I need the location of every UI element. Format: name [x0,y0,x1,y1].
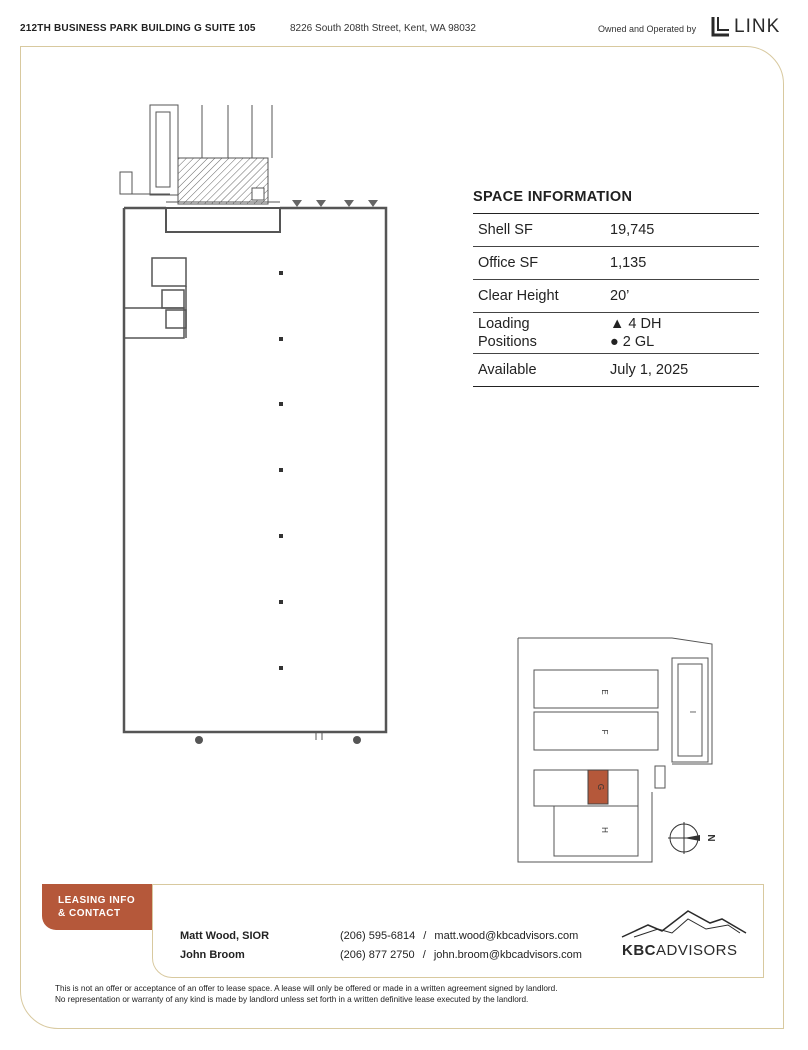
link-brand-text: LINK [734,16,781,37]
disclaimer-line1: This is not an offer or acceptance of an offer to lease space. A lease will only be offered or made in a written agreement signed by landlord. [55,984,558,993]
building-label-e: E [600,689,609,695]
contact-separator: / [422,949,426,961]
row-value: 1,135 [610,255,647,271]
building-label-h: H [600,827,609,833]
row-label: Shell SF [478,222,533,238]
row-label: Available [478,362,537,378]
legal-disclaimer [55,983,755,1005]
contact-separator: / [423,930,427,942]
row-label: Clear Height [478,288,559,304]
kbc-brand-rest: ADVISORS [656,942,738,959]
contact-line [340,927,582,946]
dock-high-count: ▲ 4 DH [610,316,662,332]
space-information-title: SPACE INFORMATION [473,189,759,214]
property-address: 8226 South 208th Street, Kent, WA 98032 [290,23,476,34]
contact-names [180,927,269,965]
floor-plan-drawing [110,100,410,750]
row-clear-height [473,280,759,313]
row-label-line: Loading [478,316,530,332]
row-label-line: Positions [478,334,537,350]
building-label-g: G [596,783,605,791]
kbc-advisors-brand [622,942,738,959]
disclaimer-line2: No representation or warranty of any kind is made by landlord unless set forth in a written definitive lease executed by the landlord. [55,995,529,1004]
row-label: Office SF [478,255,539,271]
contact-phone[interactable]: (206) 595-6814 [340,930,416,942]
contact-name-matt-wood: Matt Wood, SIOR [180,930,270,942]
owned-by-label: Owned and Operated by [598,24,697,34]
north-arrow-icon [668,822,700,854]
building-label-f: F [600,729,609,735]
page-header [0,0,808,46]
row-available [473,354,759,387]
row-value [610,315,759,351]
row-loading-positions [473,313,759,354]
row-shell-sf [473,214,759,247]
leasing-info-tab [42,884,152,930]
space-information-table [473,189,759,387]
contact-details [340,927,582,965]
site-plan-map [512,632,718,872]
contact-name-john-broom: John Broom [180,949,245,961]
leasing-tab-line1: LEASING INFO [58,895,136,906]
row-value: 20’ [610,288,630,304]
leasing-tab-line2: & CONTACT [58,908,121,919]
grade-level-count: ● 2 GL [610,334,655,350]
row-value: July 1, 2025 [610,362,689,378]
contact-email[interactable]: matt.wood@kbcadvisors.com [434,930,579,942]
contact-email[interactable]: john.broom@kbcadvisors.com [433,949,582,961]
contact-line [340,946,582,965]
kbc-brand-bold: KBC [622,942,656,959]
row-office-sf [473,247,759,280]
row-value: 19,745 [610,222,655,238]
contact-phone[interactable]: (206) 877 2750 [340,949,415,961]
property-title: 212TH BUSINESS PARK BUILDING G SUITE 105 [20,23,256,34]
north-label: N [705,834,716,842]
building-label-i: I [688,710,697,714]
row-label [473,315,610,351]
